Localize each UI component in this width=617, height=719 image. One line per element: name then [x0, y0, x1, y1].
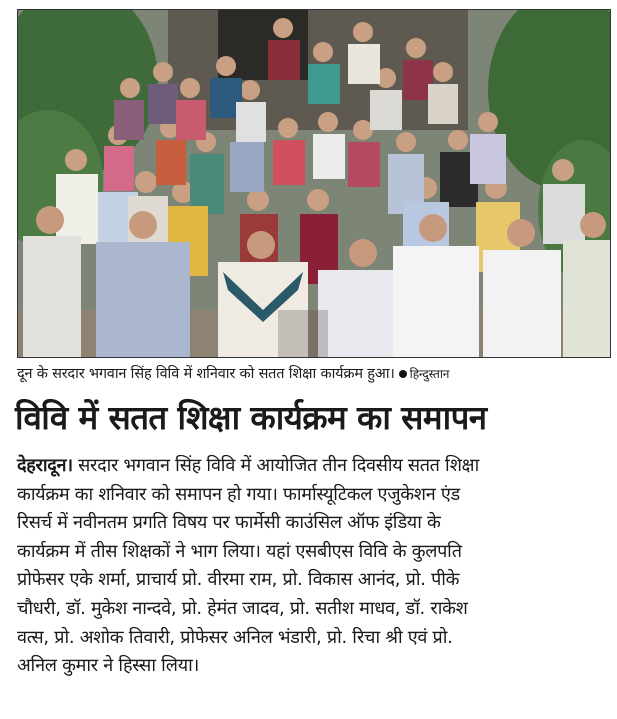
caption-text: दून के सरदार भगवान सिंह विवि में शनिवार को सतत शिक्षा कार्यक्रम हुआ। — [17, 366, 395, 382]
group-photo-illustration — [18, 10, 610, 357]
article-line-text: सरदार भगवान सिंह विवि में आयोजित तीन दिवसीय सतत शिक्षा — [72, 455, 479, 476]
headline: विवि में सतत शिक्षा कार्यक्रम का समापन — [15, 398, 487, 437]
article-line: प्रोफेसर एके शर्मा, प्राचार्य प्रो. वीरमा राम, प्रो. विकास आनंद, प्रो. पीके — [17, 569, 460, 591]
article-body — [17, 452, 609, 681]
photo-caption — [17, 364, 609, 384]
article-line: चौधरी, डॉ. मुकेश नान्दवे, प्रो. हेमंत जादव, प्रो. सतीश माधव, डॉ. राकेश — [17, 597, 468, 619]
article-line: कार्यक्रम का शनिवार को समापन हो गया। फार्मास्यूटिकल एजुकेशन एंड — [17, 483, 460, 505]
article-line: वत्स, प्रो. अशोक तिवारी, प्रोफेसर अनिल भंडारी, प्रो. रिचा श्री एवं प्रो. — [17, 626, 453, 648]
article-line — [17, 452, 609, 481]
dateline: देहरादून। — [17, 455, 73, 476]
article-line: अनिल कुमार ने हिस्सा लिया। — [17, 655, 200, 677]
article-line: कार्यक्रम में तीस शिक्षकों ने भाग लिया। यहां एसबीएस विवि के कुलपति — [17, 540, 462, 562]
article-line: रिसर्च में नवीनतम प्रगति विषय पर फार्मेसी काउंसिल ऑफ इंडिया के — [17, 512, 441, 534]
bullet-icon — [399, 370, 407, 378]
photo-credit: हिन्दुस्तान — [409, 367, 450, 381]
group-photo — [17, 9, 611, 358]
